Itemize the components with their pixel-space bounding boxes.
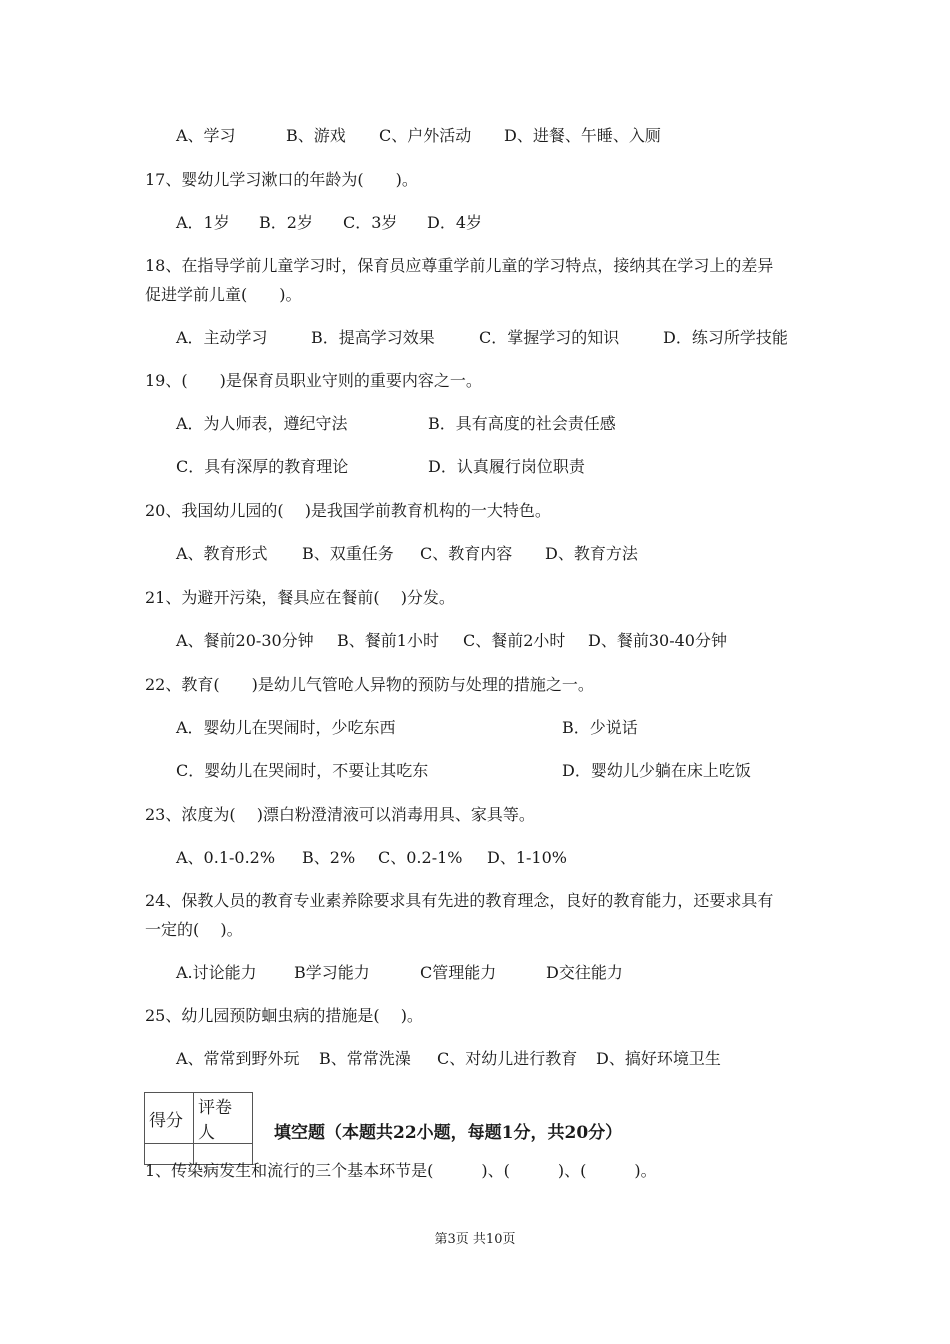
- q20-option-b: B、双重任务: [302, 544, 394, 563]
- fill-question-1: 1、传染病发生和流行的三个基本环节是( )、( )、( )。: [145, 1161, 657, 1180]
- q19-option-a: A．为人师表，遵纪守法: [176, 414, 348, 433]
- q22-text: 22、教育( )是幼儿气管呛人异物的预防与处理的措施之一。: [145, 675, 594, 694]
- q19-option-d: D．认真履行岗位职责: [428, 457, 585, 476]
- q17-option-b: B．2岁: [259, 213, 313, 232]
- q21-option-b: B、餐前1小时: [337, 631, 439, 650]
- q24-option-b: B学习能力: [294, 963, 370, 982]
- q22-option-c: C．婴幼儿在哭闹时，不要让其吃东: [176, 761, 429, 780]
- q25-option-c: C、对幼儿进行教育: [437, 1049, 578, 1068]
- q19-option-b: B．具有高度的社会责任感: [428, 414, 616, 433]
- q21-option-c: C、餐前2小时: [463, 631, 566, 650]
- q22-option-a: A．婴幼儿在哭闹时，少吃东西: [176, 718, 396, 737]
- q18-text-line2: 促进学前儿童( )。: [145, 285, 302, 304]
- q18-option-b: B．提高学习效果: [311, 328, 435, 347]
- section-title: 填空题（本题共22小题，每题1分，共20分）: [274, 1123, 623, 1143]
- q17-option-d: D．4岁: [427, 213, 483, 232]
- q23-option-d: D、1-10%: [487, 848, 567, 867]
- q23-text: 23、浓度为( )漂白粉澄清液可以消毒用具、家具等。: [145, 805, 535, 824]
- q16-option-b: B、游戏: [286, 126, 346, 145]
- q24-option-d: D交往能力: [546, 963, 623, 982]
- q23-option-c: C、0.2-1%: [378, 848, 463, 867]
- q16-option-d: D、进餐、午睡、入厕: [504, 126, 661, 145]
- q16-option-a: A、学习: [176, 126, 236, 145]
- q25-option-a: A、常常到野外玩: [176, 1049, 300, 1068]
- q20-text: 20、我国幼儿园的( )是我国学前教育机构的一大特色。: [145, 501, 551, 520]
- q18-option-d: D．练习所学技能: [663, 328, 788, 347]
- q24-option-c: C管理能力: [420, 963, 497, 982]
- q24-text-line1: 24、保教人员的教育专业素养除要求具有先进的教育理念，良好的教育能力，还要求具有: [145, 891, 774, 910]
- q17-option-a: A．1岁: [176, 213, 230, 232]
- q25-option-b: B、常常洗澡: [319, 1049, 411, 1068]
- q22-option-b: B．少说话: [562, 718, 638, 737]
- q19-option-c: C．具有深厚的教育理论: [176, 457, 349, 476]
- q25-option-d: D、搞好环境卫生: [596, 1049, 721, 1068]
- q18-text-line1: 18、在指导学前儿童学习时，保育员应尊重学前儿童的学习特点，接纳其在学习上的差异: [145, 256, 774, 275]
- q20-option-d: D、教育方法: [545, 544, 638, 563]
- score-table: [144, 1092, 253, 1165]
- q25-text: 25、幼儿园预防蛔虫病的措施是( )。: [145, 1006, 423, 1025]
- q21-option-d: D、餐前30-40分钟: [588, 631, 727, 650]
- q18-option-a: A．主动学习: [176, 328, 268, 347]
- q24-option-a: A.讨论能力: [176, 963, 257, 982]
- q23-option-a: A、0.1-0.2%: [176, 848, 276, 867]
- q19-text: 19、( )是保育员职业守则的重要内容之一。: [145, 371, 482, 390]
- q20-option-a: A、教育形式: [176, 544, 268, 563]
- q21-text: 21、为避开污染，餐具应在餐前( )分发。: [145, 588, 455, 607]
- score-header: 得分: [145, 1093, 194, 1144]
- q17-text: 17、婴幼儿学习漱口的年龄为( )。: [145, 170, 418, 189]
- q17-option-c: C．3岁: [343, 213, 398, 232]
- page-footer: 第3页 共10页: [434, 1232, 516, 1247]
- q18-option-c: C．掌握学习的知识: [479, 328, 620, 347]
- q20-option-c: C、教育内容: [420, 544, 513, 563]
- q21-option-a: A、餐前20-30分钟: [176, 631, 314, 650]
- q22-option-d: D．婴幼儿少躺在床上吃饭: [562, 761, 751, 780]
- q24-text-line2: 一定的( )。: [145, 920, 243, 939]
- grader-header: 评卷人: [194, 1093, 253, 1144]
- q16-option-c: C、户外活动: [379, 126, 472, 145]
- q23-option-b: B、2%: [302, 848, 356, 867]
